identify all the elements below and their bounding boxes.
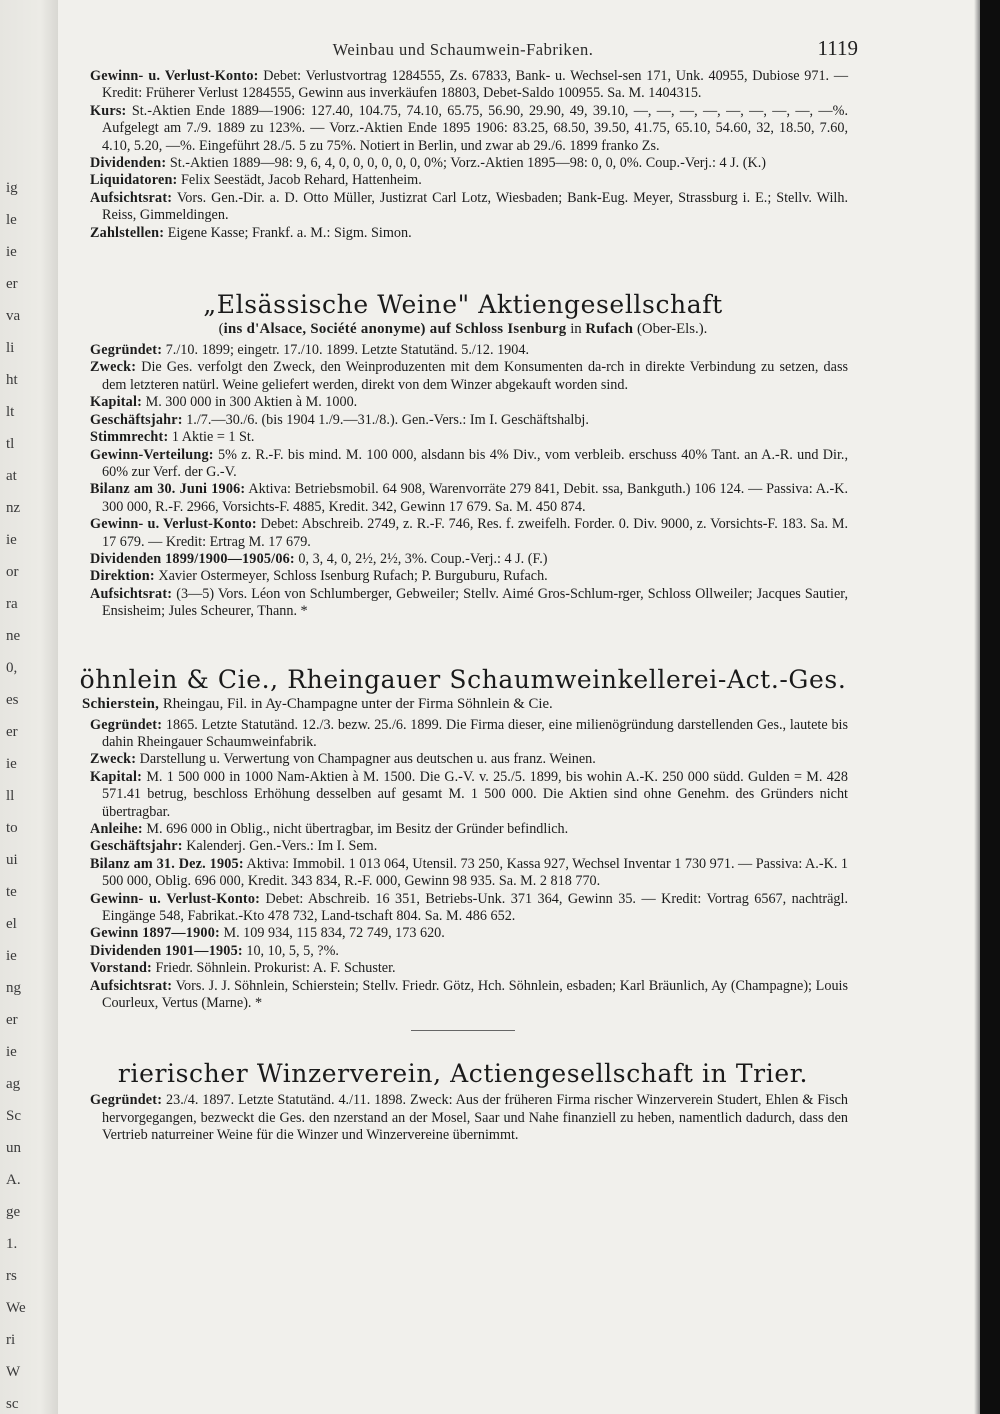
entry-paragraph (78, 359, 848, 394)
margin-fragment: at (6, 468, 17, 484)
entry-paragraph (78, 172, 848, 189)
page (78, 34, 858, 1145)
field-label: Dividenden 1901—1905: (90, 942, 243, 959)
margin-fragment: rs (6, 1268, 17, 1284)
entry-paragraph (78, 586, 848, 621)
field-label: Kapital: (90, 394, 143, 411)
entry-previous-company (78, 68, 848, 242)
field-label: Liquidatoren: (90, 172, 178, 189)
margin-fragment: or (6, 564, 19, 580)
entry-paragraph (78, 978, 848, 1013)
margin-fragment: nz (6, 500, 21, 516)
margin-fragment: er (6, 1012, 18, 1028)
margin-fragment: el (6, 916, 17, 932)
entry-paragraph (78, 225, 848, 242)
margin-fragment: va (6, 308, 21, 324)
field-text: Debet: Verlustvortrag 1284555, Zs. 67833, Bank- u. Wechsel-sen 171, Unk. 40955, Dubiose 971. — Kredit: Früherer Verlust 1284555, Gewinn aus inverkäufen 18803, Debet-Saldo 100955. Sa. M. 1404315. (102, 68, 849, 102)
margin-fragment: ie (6, 756, 17, 772)
entry-paragraph (78, 769, 848, 821)
margin-fragment: ng (6, 980, 21, 996)
field-text: Debet: Abschreib. 16 351, Betriebs-Unk. 371 364, Gewinn 35. — Kredit: Vortrag 6567, nachträgl. Eingänge 548, Fabrikat.-Kto 478 732, Land-tschaft 804. Sa. M. 486 652. (102, 890, 849, 925)
margin-fragment: er (6, 724, 18, 740)
entry-paragraph (78, 821, 848, 838)
margin-fragment: un (6, 1140, 21, 1156)
field-label: Gegründet: (90, 716, 163, 733)
margin-fragment: ht (6, 372, 18, 388)
entry-paragraph (78, 103, 848, 155)
entry-paragraph (78, 429, 848, 446)
entry-paragraph (78, 568, 848, 585)
field-text: St.-Aktien 1889—98: 9, 6, 4, 0, 0, 0, 0, 0, 0, 0%; Vorz.-Aktien 1895—98: 0, 0, 0%. Coup.-Verj.: 4 J. (K.) (166, 155, 766, 172)
company-subtitle-soehnlein: Schierstein, Rheingau, Fil. in Ay-Champagne unter der Firma Söhnlein & Cie. (82, 695, 553, 712)
field-text: 0, 3, 4, 0, 2½, 2½, 3%. Coup.-Verj.: 4 J. (F.) (294, 550, 548, 567)
field-label: Aufsichtsrat: (90, 977, 173, 994)
margin-fragment: ri (6, 1332, 16, 1348)
margin-fragment: ig (6, 180, 18, 196)
field-label: Gegründet: (90, 1092, 163, 1109)
field-text: Darstellung u. Verwertung von Champagner aus deutschen u. aus franz. Weinen. (136, 751, 596, 768)
field-text: Aktiva: Betriebsmobil. 64 908, Warenvorräte 279 841, Debit. ssa, Bankguth.) 106 124. — Passiva: A.-K. 300 000, R.-F. 2966, Vorsichts-F. 4885, Kredit. 342, Gewinn 17 679. Sa. M. 450 874. (102, 481, 848, 515)
field-label: Bilanz am 30. Juni 1906: (90, 481, 246, 498)
field-text: Vors. Gen.-Dir. a. D. Otto Müller, Justizrat Carl Lotz, Wiesbaden; Bank-Eug. Meyer, Strassburg i. E.; Stellv. Wilh. Reiss, Gimmeldingen. (102, 189, 848, 224)
running-header (78, 34, 858, 68)
field-text: M. 300 000 in 300 Aktien à M. 1000. (142, 394, 358, 411)
margin-fragment: W (6, 1364, 21, 1380)
scan-edge (980, 0, 1000, 1414)
field-text: 1 Aktie = 1 St. (168, 429, 255, 446)
field-text: Friedr. Söhnlein. Prokurist: A. F. Schuster. (151, 960, 396, 977)
field-label: Zweck: (90, 751, 137, 768)
field-label: Gewinn-Verteilung: (90, 446, 214, 463)
adjacent-page-margin (0, 0, 58, 1414)
entry-paragraph (78, 481, 848, 516)
margin-fragment: ag (6, 1076, 21, 1092)
entry-paragraph (78, 447, 848, 482)
entry-paragraph (78, 551, 848, 568)
field-label: Aufsichtsrat: (90, 585, 173, 602)
entry-paragraph (78, 190, 848, 225)
company-title-soehnlein: öhnlein & Cie., Rheingauer Schaumweinkellerei-Act.-Ges. (79, 664, 847, 694)
margin-fragment: ie (6, 1044, 17, 1060)
margin-fragment: Sc (6, 1108, 21, 1124)
margin-fragment: li (6, 340, 15, 356)
field-text: M. 1 500 000 in 1000 Nam-Aktien à M. 1500. Die G.-V. v. 25./5. 1899, bis wohin A.-K. 250 000 südd. Gulden = M. 428 571.41 betrug, beschloss Erhöhung desselben auf gesamt M. 1 500 000. Die Aktien sind ohne Genehm. des Gründers nicht übertragbar. (102, 768, 848, 820)
margin-fragment: 1. (6, 1236, 18, 1252)
field-text: (3—5) Vors. Léon von Schlumberger, Gebweiler; Stellv. Aimé Gros-Schlum-rger, Schloss Ollweiler; Jacques Sautier, Ensisheim; Jules Scheurer, Thann. * (102, 585, 848, 620)
field-text: M. 696 000 in Oblig., nicht übertragbar, im Besitz der Gründer befindlich. (142, 821, 569, 837)
entry-paragraph (78, 394, 848, 411)
margin-fragment: ge (6, 1204, 21, 1220)
field-label: Geschäftsjahr: (90, 411, 183, 428)
field-text: 1865. Letzte Statutänd. 12./3. bezw. 25./6. 1899. Die Firma dieser, eine milienögründung darstellenden Ges., lautete bis dahin Rheingauer Schaumweinfabrik. (102, 716, 848, 750)
entry-paragraph (78, 68, 848, 103)
margin-fragment: tl (6, 436, 15, 452)
field-label: Bilanz am 31. Dez. 1905: (90, 855, 244, 872)
entry-paragraph (78, 960, 848, 977)
company-title-elsaessische: „Elsässische Weine" Aktiengesellschaft (203, 290, 723, 320)
entry-paragraph (78, 412, 848, 429)
field-label: Gewinn- u. Verlust-Konto: (90, 890, 261, 907)
field-text: Felix Seestädt, Jacob Rehard, Hattenheim. (177, 172, 422, 189)
field-label: Stimmrecht: (90, 429, 169, 446)
entry-paragraph (78, 342, 848, 359)
field-text: Kalenderj. Gen.-Vers.: Im I. Sem. (182, 838, 378, 855)
field-text: 7./10. 1899; eingetr. 17./10. 1899. Letzte Statutänd. 5./12. 1904. (162, 342, 530, 359)
margin-fragment: te (6, 884, 17, 900)
field-label: Kapital: (90, 768, 143, 785)
field-label: Aufsichtsrat: (90, 189, 173, 206)
margin-fragment: ui (6, 852, 18, 868)
company-subtitle-elsaessische: (ins d'Alsace, Société anonyme) auf Schloss Isenburg in Rufach (Ober-Els.). (218, 321, 708, 338)
margin-fragment: lt (6, 404, 15, 420)
field-label: Dividenden 1899/1900—1905/06: (90, 550, 295, 567)
field-label: Direktion: (90, 568, 155, 585)
field-text: 10, 10, 5, 5, ?%. (242, 942, 339, 959)
field-text: 23./4. 1897. Letzte Statutänd. 4./11. 1898. Zweck: Aus der früheren Firma rischer Winzerverein Studert, Ehlen & Fisch hervorgegangen, bezweckt die Ges. den nzerstand an der Mosel, Saar und Nahe finanziell zu heben, namentlich dadurch, dass den Vertrieb naturreiner Weine für die Winzer und Winzervereine übernimmt. (102, 1092, 848, 1144)
field-label: Gewinn 1897—1900: (90, 925, 220, 942)
field-text: 5% z. R.-F. bis mind. M. 100 000, alsdann bis 4% Div., vom verbleib. erschuss 40% Tant. an A.-R. und Dir., 60% zur Verf. der G.-V. (102, 446, 848, 480)
entry-elsaessische (78, 342, 848, 621)
margin-fragment: es (6, 692, 19, 708)
entry-paragraph (78, 1092, 848, 1144)
margin-fragment: ie (6, 948, 17, 964)
entry-paragraph (78, 856, 848, 891)
margin-fragment: ne (6, 628, 21, 644)
margin-fragment: sc (6, 1396, 19, 1412)
margin-fragment: to (6, 820, 18, 836)
field-label: Gewinn- u. Verlust-Konto: (90, 68, 259, 84)
margin-fragment: er (6, 276, 18, 292)
entry-paragraph (78, 891, 848, 926)
field-label: Dividenden: (90, 155, 167, 172)
entry-paragraph (78, 925, 848, 942)
margin-fragment: A. (6, 1172, 21, 1188)
field-text: Eigene Kasse; Frankf. a. M.: Sigm. Simon. (164, 224, 412, 241)
margin-fragment: le (6, 212, 17, 228)
field-text: Vors. J. J. Söhnlein, Schierstein; Stellv. Friedr. Götz, Hch. Söhnlein, esbaden; Karl Bräunlich, Ay (Champagne); Louis Courleux, Vertus (Marne). * (102, 977, 848, 1012)
margin-fragment: We (6, 1300, 26, 1316)
field-label: Zahlstellen: (90, 224, 165, 241)
company-title-trierischer: rierischer Winzerverein, Actiengesellschaft in Trier. (117, 1059, 809, 1089)
field-text: Aktiva: Immobil. 1 013 064, Utensil. 73 250, Kassa 927, Wechsel Inventar 1 730 971. — Passiva: A.-K. 1 500 000, Oblig. 696 000, Kredit. 343 834, R.-F. 000, Gewinn 98 935. Sa. M. 2 818 770. (102, 855, 849, 890)
running-title: Weinbau und Schaumwein-Fabriken. (332, 40, 594, 59)
field-label: Vorstand: (90, 960, 152, 977)
field-text: M. 109 934, 115 834, 72 749, 173 620. (219, 925, 445, 942)
entry-paragraph (78, 943, 848, 960)
field-label: Gegründet: (90, 342, 163, 359)
page-number: 1119 (817, 36, 858, 60)
entry-paragraph (78, 516, 848, 551)
entry-trierischer (78, 1092, 848, 1144)
margin-fragment: ie (6, 244, 17, 260)
entry-soehnlein (78, 717, 848, 1013)
entry-paragraph (78, 751, 848, 768)
entry-paragraph (78, 717, 848, 752)
entry-paragraph (78, 838, 848, 855)
field-text: 1./7.—30./6. (bis 1904 1./9.—31./8.). Gen.-Vers.: Im I. Geschäftshalbj. (182, 411, 589, 428)
field-label: Gewinn- u. Verlust-Konto: (90, 516, 257, 533)
field-label: Anleihe: (90, 821, 143, 837)
margin-fragment: ie (6, 532, 17, 548)
field-text: St.-Aktien Ende 1889—1906: 127.40, 104.75, 74.10, 65.75, 56.90, 29.90, 49, 39.10, —, —, —, —, —, —, —, —, —%. Aufgelegt am 7./9. 1889 zu 123%. — Vorz.-Aktien Ende 1895 1906: 83.25, 68.50, 39.50, 41.75, 65.10, 54.60, 32, 18.50, 7.60, 4.10, 5.20, —%. Eingeführt 28./5. 5 zu 75%. Notiert in Berlin, und zwar ab 29./6. 1899 franko Zs. (102, 102, 848, 154)
margin-fragment: ll (6, 788, 15, 804)
field-label: Geschäftsjahr: (90, 838, 183, 855)
entry-paragraph (78, 155, 848, 172)
field-label: Kurs: (90, 102, 127, 119)
field-text: Die Ges. verfolgt den Zweck, den Weinproduzenten mit dem Konsumenten da-rch in direkte Verbindung zu setzen, dass dem letzteren natürl. Weine geliefert werden, direkt von dem Winzer abgekauft worden sind. (102, 359, 848, 393)
margin-fragment: 0, (6, 660, 18, 676)
field-text: Xavier Ostermeyer, Schloss Isenburg Rufach; P. Burguburu, Rufach. (154, 568, 548, 585)
margin-fragment: ra (6, 596, 18, 612)
field-label: Zweck: (90, 359, 137, 376)
field-text: Debet: Abschreib. 2749, z. R.-F. 746, Res. f. zweifelh. Forder. 0. Div. 9000, z. Vorsichts-F. 183. Sa. M. 17 679. — Kredit: Ertrag M. 17 679. (102, 516, 849, 550)
section-divider (411, 1030, 515, 1031)
